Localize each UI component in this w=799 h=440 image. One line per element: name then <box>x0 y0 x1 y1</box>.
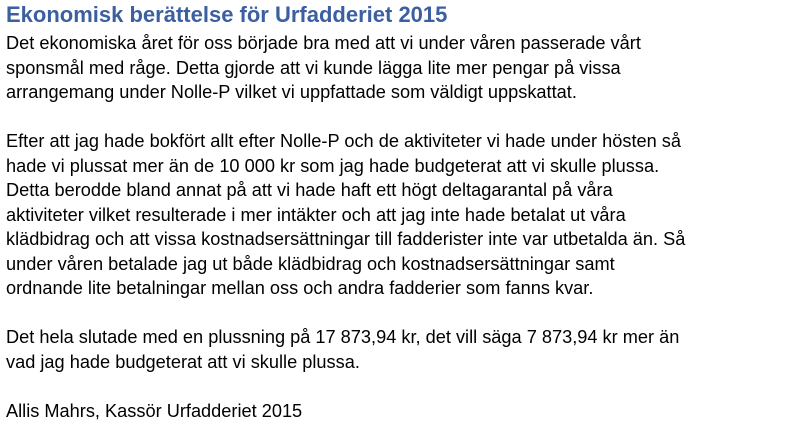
paragraph-line: Det hela slutade med en plussning på 17 873,94 kr, det vill säga 7 873,94 kr mer än <box>6 327 680 347</box>
paragraph-line: arrangemang under Nolle-P vilket vi uppfattade som väldigt uppskattat. <box>6 82 577 102</box>
paragraph-line: hade vi plussat mer än de 10 000 kr som jag hade budgeterat att vi skulle plussa. <box>6 155 660 176</box>
paragraph-line: Det ekonomiska året för oss började bra med att vi under våren passerade vårt <box>6 33 641 53</box>
paragraph-line: Detta berodde bland annat på att vi hade haft ett högt deltagarantal på våra <box>6 180 613 200</box>
paragraph-line: aktiviteter vilket resulterade i mer intäkter och att jag inte hade betalat ut våra <box>6 204 626 225</box>
paragraph-result <box>6 325 796 374</box>
signature <box>6 399 796 424</box>
paragraph-line: vad jag hade budgeterat att vi skulle plussa. <box>6 351 360 372</box>
signature-line: Allis Mahrs, Kassör Urfadderiet 2015 <box>6 400 303 421</box>
paragraph-line: Efter att jag hade bokfört allt efter Nolle-P och de aktiviteter vi hade under hösten så <box>6 131 682 151</box>
paragraph-line: sponsmål med råge. Detta gjorde att vi kunde lägga lite mer pengar på vissa <box>6 57 621 78</box>
paragraph-line: klädbidrag och att vissa kostnadsersättningar till fadderister inte var utbetalda än. Så <box>6 229 686 249</box>
paragraph-intro <box>6 31 796 105</box>
document-title: Ekonomisk berättelse för Urfadderiet 2015 <box>6 2 448 27</box>
document <box>6 0 796 423</box>
paragraph-line: under våren betalade jag ut både klädbidrag och kostnadsersättningar samt <box>6 253 615 274</box>
paragraph-line: ordnande lite betalningar mellan oss och andra fadderier som fanns kvar. <box>6 278 594 298</box>
paragraph-bookkeeping <box>6 129 796 301</box>
